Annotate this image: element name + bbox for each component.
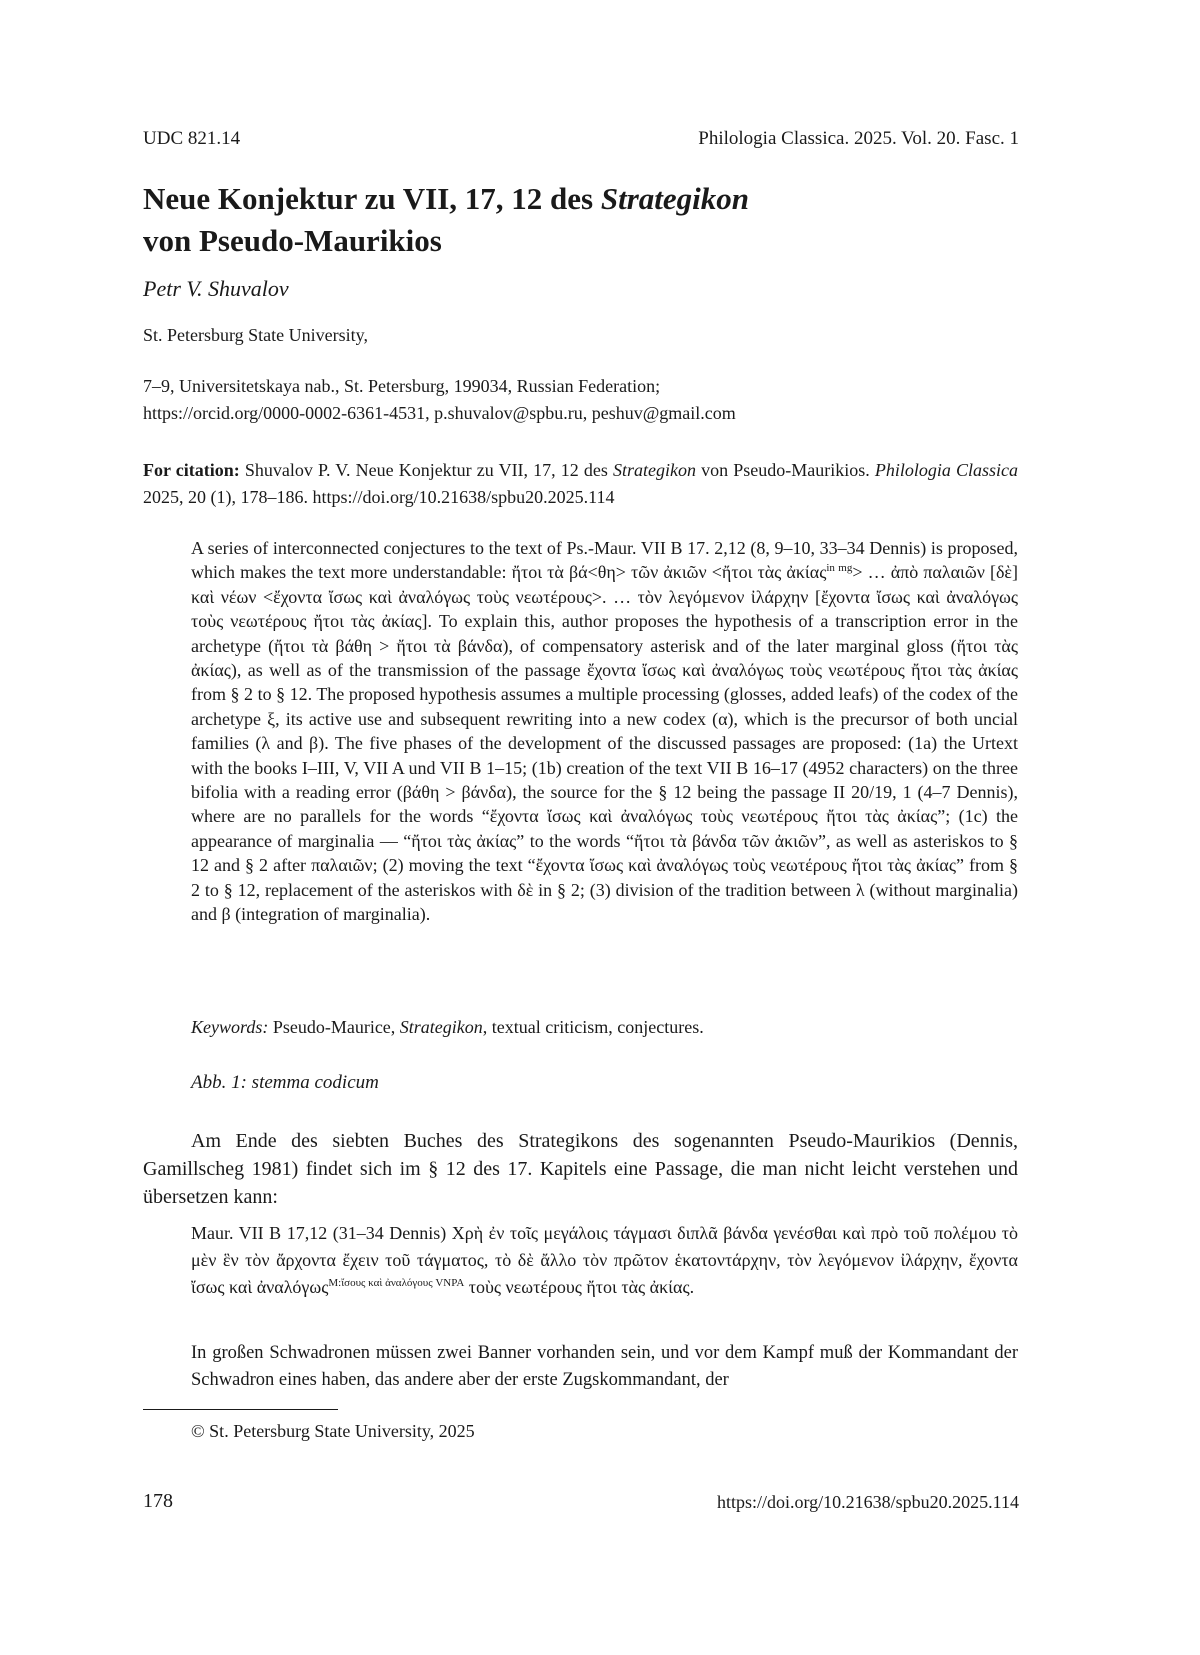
citation-text: von Pseudo-Maurikios. — [696, 460, 875, 480]
title-italic: Strategikon — [600, 181, 750, 216]
author-address — [143, 373, 1043, 427]
author-affiliation: St. Petersburg State University, — [143, 325, 368, 345]
body-paragraph: Am Ende des siebten Buches des Strategikons des sogenannten Pseudo-Maurikios (Dennis, Gamillscheg 1981) findet sich im § 12 des 17. Kapitels eine Passage, die man nicht leicht verstehen und übersetzen kann: — [143, 1130, 1018, 1208]
copyright: © St. Petersburg State University, 2025 — [191, 1421, 475, 1441]
citation — [143, 457, 1018, 511]
quote-apparatus: M:ἴσους καὶ ἀναλόγους VNPA — [328, 1277, 465, 1289]
abstract-superscript: in mg — [826, 562, 853, 575]
article-title — [143, 178, 1043, 262]
keywords-italic: Strategikon — [399, 1017, 483, 1037]
citation-label: For citation: — [143, 460, 240, 480]
title-part: Neue Konjektur zu VII, 17, 12 des — [143, 181, 601, 216]
udc-code: UDC 821.14 — [143, 128, 241, 149]
translation: In großen Schwadronen müssen zwei Banner vorhanden sein, und vor dem Kampf muß der Kommandant der Schwadron eines haben, das andere aber der erste Zugskommandant, der — [191, 1343, 1018, 1390]
citation-journal: Philologia Classica — [874, 460, 1018, 480]
doi-link[interactable]: https://doi.org/10.21638/spbu20.2025.114 — [716, 1492, 1019, 1512]
author-name: Petr V. Shuvalov — [143, 276, 289, 301]
citation-italic: Strategikon — [613, 460, 697, 480]
quote-text: τοὺς νεωτέρους ἤτοι τὰς ἀκίας. — [464, 1277, 695, 1297]
page-number: 178 — [143, 1490, 173, 1512]
address-line: 7–9, Universitetskaya nab., St. Petersburg, 199034, Russian Federation; — [143, 376, 661, 396]
keywords-text: , textual criticism, conjectures. — [482, 1017, 704, 1037]
quote-text: Maur. VII B 17,12 (31–34 Dennis) Χρὴ ἐν τοῖς μεγάλοις τάγμασι διπλᾶ βάνδα γενέσθαι καὶ πρὸ τοῦ πολέμου τὸ μὲν ἓν τὸν ἄρχοντα ἔχειν τοῦ τάγματος, τὸ δὲ ἄλλο τὸν πρῶτον ἑκατοντάρχην, τὸν λεγόμενον ἰλάρχην, ἔχοντα ἴσως καὶ ἀναλόγως — [191, 1223, 1018, 1297]
citation-text: 2025, 20 (1), 178–186. https://doi.org/10.21638/spbu20.2025.114 — [143, 487, 615, 507]
abstract-text: A series of interconnected conjectures to the text of Ps.-Maur. VII B 17. 2,12 (8, 9–10, 33–34 Dennis) is proposed, which makes the text more understandable: ἤτοι τὰ βά<θη> τῶν ἀκιῶν <ἤτοι τὰς ἀκίας — [191, 538, 1018, 583]
abstract — [191, 536, 1018, 927]
citation-text: Shuvalov P. V. Neue Konjektur zu VII, 17, 12 des — [239, 460, 614, 480]
footnote-rule — [143, 1409, 338, 1410]
contact-line: https://orcid.org/0000-0002-6361-4531, p.shuvalov@spbu.ru, peshuv@gmail.com — [143, 403, 736, 423]
journal-header: Philologia Classica. 2025. Vol. 20. Fasc. 1 — [698, 128, 1019, 149]
keywords-text: Pseudo-Maurice, — [268, 1017, 400, 1037]
title-line2: von Pseudo-Maurikios — [143, 223, 442, 258]
keywords-label: Keywords: — [191, 1017, 269, 1037]
greek-quote — [191, 1220, 1018, 1301]
abstract-text: > … ἀπὸ παλαιῶν [δὲ] καὶ νέων <ἔχοντα ἴσως καὶ ἀναλόγως τοὺς νεωτέρους>. … τὸν λεγόμενον ἰλάρχην [ἔχοντα ἴσως καὶ ἀναλόγως τοὺς νεωτέρους ἤτοι τὰς ἀκίας]. To explain this, author proposes the hypothesis of a transcription error in the archetype (ἤτοι τὰ βάθη > ἤτοι τὰ βάνδα), of compensatory asterisk and of the later marginal gloss (ἤτοι τὰς ἀκίας), as well as of the transmission of the passage ἔχοντα ἴσως καὶ ἀναλόγως τοὺς νεωτέρους ἤτοι τὰς ἀκίας from § 2 to § 12. The proposed hypothesis assumes a multiple processing (glosses, added leafs) of the codex of the archetype ξ, its active use and subsequent rewriting into a new codex (α), which is the precursor of both uncial families (λ and β). The five phases of the development of the discussed passages are proposed: (1a) the Urtext with the books I–III, V, VII A und VII B 1–15; (1b) creation of the text VII B 16–17 (4952 characters) on the three bifolia with a reading error (βάθη > βάνδα), the source for the § 12 being the passage II 20/19, 1 (4–7 Dennis), where are no parallels for the words “ἔχοντα ἴσως καὶ ἀναλόγως τοὺς νεωτέρους ἤτοι τὰς ἀκίας”; (1c) the appearance of marginalia — “ἤτοι τὰς ἀκίας” to the words “ἤτοι τὰ βάνδα τῶν ἀκιῶν”, as well as asteriskos to § 12 and § 2 after παλαιῶν; (2) moving the text “ἔχοντα ἴσως καὶ ἀναλόγως τοὺς νεωτέρους ἤτοι τὰς ἀκίας” from § 2 to § 12, replacement of the asteriskos with δὲ in § 2; (3) division of the tradition between λ (without marginalia) and β (integration of marginalia). — [191, 562, 1018, 925]
figure-caption: Abb. 1: stemma codicum — [191, 1072, 379, 1093]
keywords — [191, 1017, 704, 1038]
